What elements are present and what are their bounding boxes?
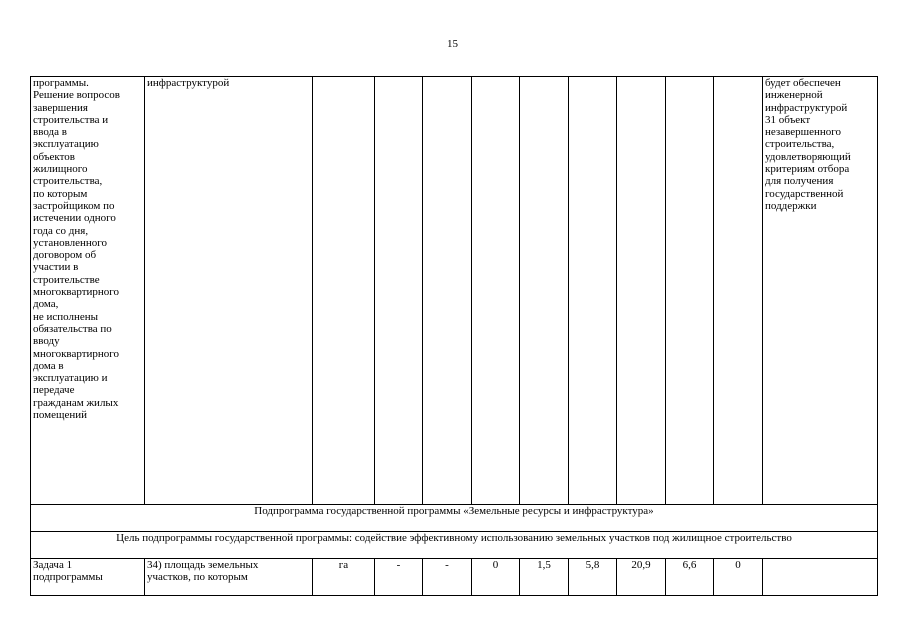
table-cell	[375, 77, 423, 505]
cell-text: программы. Решение вопросов завершения строительства и ввода в эксплуатацию объектов жилищного строительства, по которым застройщиком по истечении одного года со дня, установленного договором об участии в строительстве многоквартирного дома, не исполнены обязательства по вводу многоквартирного дома в эксплуатацию и передаче гражданам жилых помещений	[33, 77, 120, 422]
value-cell: 1,5	[520, 559, 569, 596]
table-cell	[313, 77, 375, 505]
table-row	[31, 559, 878, 596]
table-cell	[666, 77, 714, 505]
section-goal: Цель подпрограммы государственной программы: содействие эффективному использованию земельных участков под жилищное строительство	[31, 532, 878, 559]
cell-text: Задача 1 подпрограммы	[33, 559, 103, 584]
value-cell: 5,8	[569, 559, 617, 596]
document-table	[30, 76, 878, 596]
table-cell	[520, 77, 569, 505]
value-cell: 20,9	[617, 559, 666, 596]
cell-text: будет обеспечен инженерной инфраструктурой 31 объект незавершенного строительства, удовлетворяющий критериям отбора для получения государственной поддержки	[765, 77, 851, 212]
table-cell	[145, 77, 313, 505]
table-cell	[617, 77, 666, 505]
table-row	[31, 77, 878, 505]
unit-cell: га	[313, 559, 375, 596]
value-cell: -	[423, 559, 472, 596]
value-cell: 0	[472, 559, 520, 596]
table-cell	[423, 77, 472, 505]
table-cell	[763, 77, 878, 505]
table-cell	[763, 559, 878, 596]
value-cell: 6,6	[666, 559, 714, 596]
table-cell	[569, 77, 617, 505]
table-row	[31, 532, 878, 559]
cell-text: инфраструктурой	[147, 77, 230, 89]
value-cell: 0	[714, 559, 763, 596]
value-cell: -	[375, 559, 423, 596]
table-cell	[472, 77, 520, 505]
table-cell	[714, 77, 763, 505]
cell-text: 34) площадь земельных участков, по которым	[147, 559, 259, 584]
table-cell	[31, 77, 145, 505]
table-cell	[145, 559, 313, 596]
table-cell	[31, 559, 145, 596]
page-number: 15	[447, 38, 458, 50]
table-row	[31, 505, 878, 532]
section-title: Подпрограмма государственной программы «Земельные ресурсы и инфраструктура»	[31, 505, 878, 532]
